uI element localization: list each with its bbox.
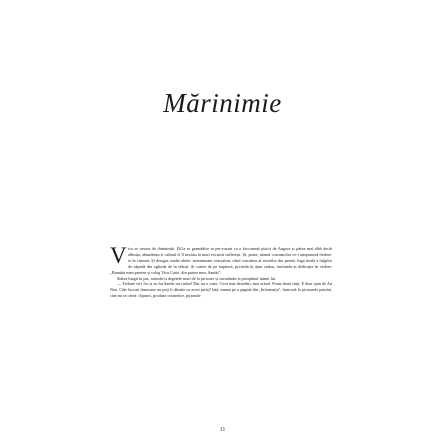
body-paragraph-2: Stătea lungit în pat, rotindu-și degetele mari de la picioare și savurându-și preaplinul inimii lui. — [117, 275, 277, 281]
page-number: 11 — [219, 427, 226, 433]
drop-cap: V — [110, 243, 127, 268]
body-paragraph-3: — Trebuie să-i fac și eu lui Sandu un cadou! Dar nu o carte. Ceva mai deosebit, mai actual. Poate două cărți. E doar ajun de An Nou. Câte lucruri frumoase nu poți fi dăruite cu acest prilej! Iată, numai pe o pagină din „Informația”, lunecată la picioarele patului, câte nu se oferă: clipsuri, produse cosmetice, pijamale — [110, 281, 332, 299]
paragraph-1-text: ica se trezise de dimineață. ZiGa se gramădise in per-vazuri ca o fascinantă pisică de Angora și părea mai albă decât albeața, abundența și calmul ei îl invitau la mari excursii sufletești. Și, poate, aburul cozonacilor ce-i așteptaseră fierbin-te în cămară. Și desigur, multe altele: neterminate cearșafuri, câtul curcubeu al serurilor din perete, fuga ireală a fulgilor de zăpadă din oglinda de la sfârșit. Și cartea de pe noptieră, pri-mită în ajun cadou, răsfoindu-și dedicația în vedere: „Bunului meu prieten și coleg Vicu Cutie, din partea mea, Sandu”. — [110, 246, 332, 275]
chapter-body — [110, 243, 332, 299]
body-paragraph-1 — [110, 243, 332, 276]
chapter-title: Mărinimie — [163, 88, 282, 118]
